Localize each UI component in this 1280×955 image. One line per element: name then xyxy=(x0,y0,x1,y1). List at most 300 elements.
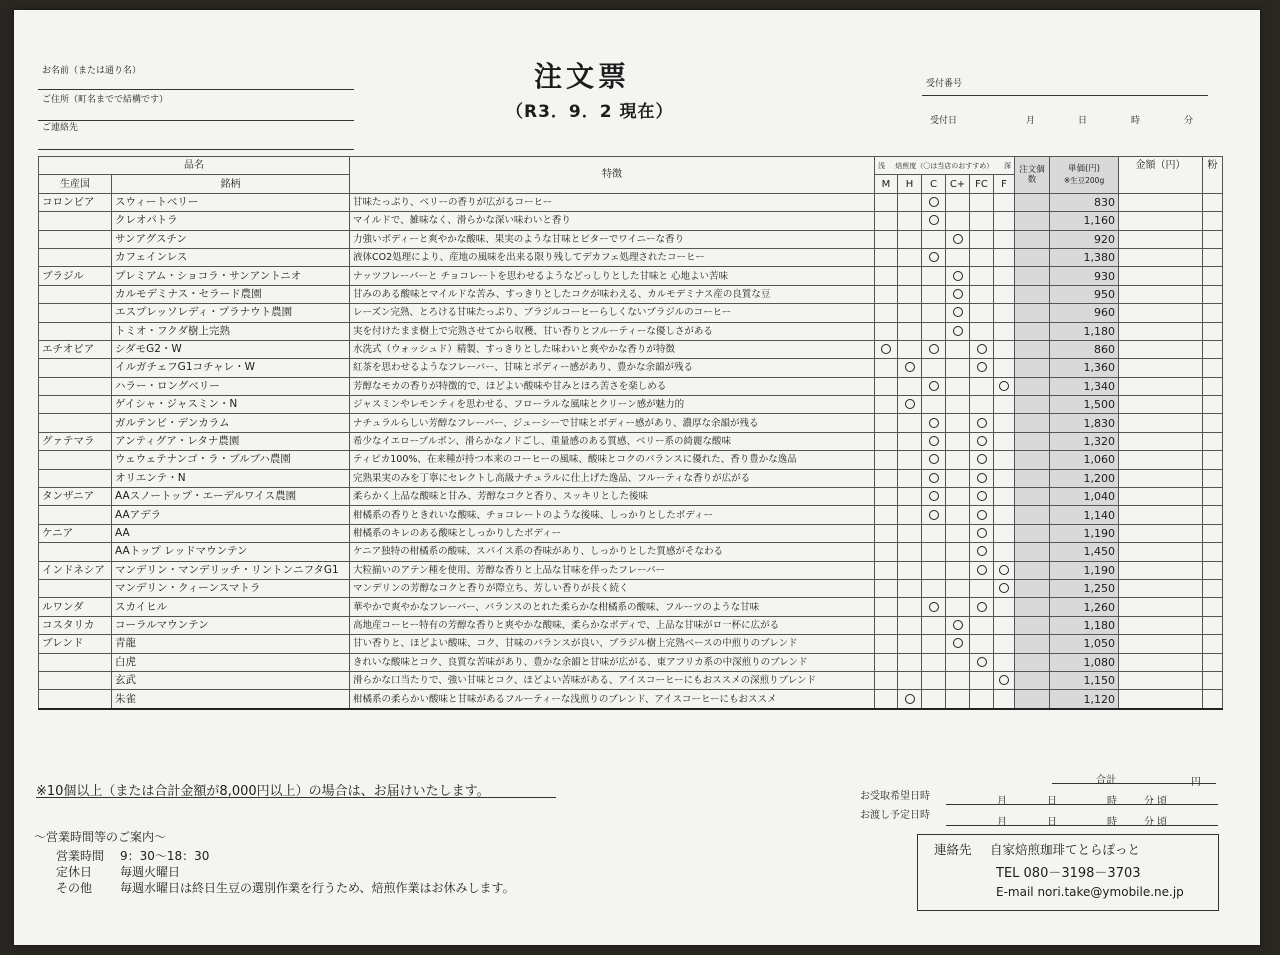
recommended-roast-circle-icon xyxy=(929,344,939,354)
price-cell: 1,320 xyxy=(1050,432,1119,450)
powder-input-cell[interactable] xyxy=(1203,193,1223,211)
amount-input-cell[interactable] xyxy=(1119,671,1203,689)
roast-cell xyxy=(994,506,1015,524)
shop-name: 自家焙煎珈琲てとらぽっと xyxy=(990,842,1141,857)
table-row xyxy=(39,635,1223,653)
quantity-input-cell[interactable] xyxy=(1015,285,1050,303)
powder-input-cell[interactable] xyxy=(1203,543,1223,561)
amount-input-cell[interactable] xyxy=(1119,524,1203,542)
amount-input-cell[interactable] xyxy=(1119,469,1203,487)
country-cell xyxy=(39,690,112,709)
amount-input-cell[interactable] xyxy=(1119,690,1203,709)
feature-cell: 水洗式（ウォッシュド）精製、すっきりとした味わいと爽やかな香りが特徴 xyxy=(350,340,875,358)
price-cell: 1,180 xyxy=(1050,616,1119,634)
roast-cell xyxy=(994,322,1015,340)
col-powder-header: 粉 xyxy=(1203,157,1223,194)
roast-cell xyxy=(922,377,946,395)
quantity-input-cell[interactable] xyxy=(1015,561,1050,579)
roast-cell xyxy=(970,193,994,211)
brand-cell: 青龍 xyxy=(112,635,350,653)
recommended-roast-circle-icon xyxy=(929,381,939,391)
powder-input-cell[interactable] xyxy=(1203,451,1223,469)
roast-level-fc: FC xyxy=(970,175,994,193)
table-row xyxy=(39,193,1223,211)
price-cell: 1,380 xyxy=(1050,248,1119,266)
roast-cell xyxy=(898,377,922,395)
roast-cell xyxy=(946,322,970,340)
powder-input-cell[interactable] xyxy=(1203,616,1223,634)
pickup-hour: 時 xyxy=(1107,796,1117,807)
price-cell: 960 xyxy=(1050,304,1119,322)
powder-input-cell[interactable] xyxy=(1203,635,1223,653)
quantity-input-cell[interactable] xyxy=(1015,524,1050,542)
roast-cell xyxy=(946,359,970,377)
quantity-input-cell[interactable] xyxy=(1015,322,1050,340)
country-cell: ブラジル xyxy=(39,267,112,285)
roast-cell xyxy=(875,524,898,542)
powder-input-cell[interactable] xyxy=(1203,653,1223,671)
powder-input-cell[interactable] xyxy=(1203,506,1223,524)
powder-input-cell[interactable] xyxy=(1203,469,1223,487)
amount-input-cell[interactable] xyxy=(1119,359,1203,377)
brand-cell: AAスノートップ・エーデルワイス農園 xyxy=(112,488,350,506)
roast-cell xyxy=(946,340,970,358)
powder-input-cell[interactable] xyxy=(1203,690,1223,709)
name-line[interactable] xyxy=(38,89,354,90)
feature-cell: ティピカ100%、在来種が持つ本来のコーヒーの風味、酸味とコクのバランスに優れた、香り豊かな逸品 xyxy=(350,451,875,469)
roast-cell xyxy=(970,304,994,322)
roast-cell xyxy=(994,451,1015,469)
roast-cell xyxy=(970,579,994,597)
quantity-input-cell[interactable] xyxy=(1015,432,1050,450)
roast-cell xyxy=(922,616,946,634)
roast-cell xyxy=(970,524,994,542)
roast-cell xyxy=(898,635,922,653)
roast-cell xyxy=(994,671,1015,689)
price-cell: 930 xyxy=(1050,267,1119,285)
roast-cell xyxy=(946,598,970,616)
brand-cell: ゲイシャ・ジャスミン・N xyxy=(112,396,350,414)
recommended-roast-circle-icon xyxy=(929,418,939,428)
recommended-roast-circle-icon xyxy=(929,473,939,483)
shop-tel[interactable]: TEL 080－3198－3703 xyxy=(996,866,1141,881)
price-cell: 1,200 xyxy=(1050,469,1119,487)
price-cell: 1,830 xyxy=(1050,414,1119,432)
quantity-input-cell[interactable] xyxy=(1015,304,1050,322)
roast-level-f: F xyxy=(994,175,1015,193)
amount-input-cell[interactable] xyxy=(1119,212,1203,230)
powder-input-cell[interactable] xyxy=(1203,304,1223,322)
roast-cell xyxy=(898,488,922,506)
roast-cell xyxy=(922,579,946,597)
amount-input-cell[interactable] xyxy=(1119,340,1203,358)
roast-cell xyxy=(898,285,922,303)
feature-cell: 大粒揃いのアテン種を使用、芳醇な香りと上品な甘味を伴ったフレーバー xyxy=(350,561,875,579)
address-line[interactable] xyxy=(38,120,354,121)
quantity-input-cell[interactable] xyxy=(1015,377,1050,395)
price-cell: 1,040 xyxy=(1050,488,1119,506)
table-row xyxy=(39,304,1223,322)
roast-cell xyxy=(875,377,898,395)
receipt-day: 日 xyxy=(1078,116,1088,126)
amount-input-cell[interactable] xyxy=(1119,414,1203,432)
quantity-input-cell[interactable] xyxy=(1015,396,1050,414)
roast-cell xyxy=(994,248,1015,266)
roast-cell xyxy=(922,690,946,709)
table-row xyxy=(39,671,1223,689)
roast-cell xyxy=(946,377,970,395)
roast-cell xyxy=(922,414,946,432)
country-cell xyxy=(39,285,112,303)
table-row xyxy=(39,469,1223,487)
amount-input-cell[interactable] xyxy=(1119,506,1203,524)
roast-cell xyxy=(970,598,994,616)
powder-input-cell[interactable] xyxy=(1203,432,1223,450)
recommended-roast-circle-icon xyxy=(977,565,987,575)
delivery-note-underline xyxy=(36,797,556,798)
quantity-input-cell[interactable] xyxy=(1015,469,1050,487)
table-row xyxy=(39,653,1223,671)
feature-cell: ケニア独特の柑橘系の酸味、スパイス系の香味があり、しっかりとした質感がそなわる xyxy=(350,543,875,561)
country-cell xyxy=(39,506,112,524)
powder-input-cell[interactable] xyxy=(1203,322,1223,340)
price-cell: 1,120 xyxy=(1050,690,1119,709)
col-amount-header: 金額（円） xyxy=(1119,157,1203,194)
powder-input-cell[interactable] xyxy=(1203,671,1223,689)
quantity-input-cell[interactable] xyxy=(1015,506,1050,524)
powder-input-cell[interactable] xyxy=(1203,212,1223,230)
amount-input-cell[interactable] xyxy=(1119,248,1203,266)
roast-cell xyxy=(922,340,946,358)
country-cell xyxy=(39,322,112,340)
roast-cell xyxy=(898,340,922,358)
roast-cell xyxy=(994,193,1015,211)
country-cell xyxy=(39,230,112,248)
closed-value: 毎週火曜日 xyxy=(120,865,181,879)
brand-cell: トミオ・フクダ樹上完熟 xyxy=(112,322,350,340)
handover-label: お渡し予定日時 xyxy=(860,810,930,821)
receipt-number-label: 受付番号 xyxy=(926,79,963,89)
powder-input-cell[interactable] xyxy=(1203,396,1223,414)
roast-cell xyxy=(946,635,970,653)
amount-input-cell[interactable] xyxy=(1119,322,1203,340)
amount-input-cell[interactable] xyxy=(1119,377,1203,395)
roast-cell xyxy=(970,469,994,487)
quantity-input-cell[interactable] xyxy=(1015,690,1050,709)
quantity-input-cell[interactable] xyxy=(1015,543,1050,561)
delivery-note: ※10個以上（または合計金額が8,000円以上）の場合は、お届けいたします。 xyxy=(36,784,490,799)
feature-cell: きれいな酸味とコク、良質な苦味があり、豊かな余韻と甘味が広がる、東アフリカ系の中深煎りのブレンド xyxy=(350,653,875,671)
powder-input-cell[interactable] xyxy=(1203,598,1223,616)
brand-cell: プレミアム・ショコラ・サンアントニオ xyxy=(112,267,350,285)
amount-input-cell[interactable] xyxy=(1119,432,1203,450)
amount-input-cell[interactable] xyxy=(1119,561,1203,579)
contact-box-label: 連絡先 xyxy=(934,842,972,857)
quantity-input-cell[interactable] xyxy=(1015,414,1050,432)
feature-cell: 柑橘系の柔らかい酸味と甘味があるフルーティーな浅煎りのブレンド、アイスコーヒーにもおススメ xyxy=(350,690,875,709)
roast-cell xyxy=(946,451,970,469)
quantity-input-cell[interactable] xyxy=(1015,193,1050,211)
brand-cell: 朱雀 xyxy=(112,690,350,709)
roast-level-m: M xyxy=(875,175,898,193)
roast-cell xyxy=(994,598,1015,616)
roast-cell xyxy=(970,635,994,653)
quantity-input-cell[interactable] xyxy=(1015,451,1050,469)
recommended-roast-circle-icon xyxy=(929,197,939,207)
amount-input-cell[interactable] xyxy=(1119,543,1203,561)
brand-cell: ハラー・ロングベリー xyxy=(112,377,350,395)
roast-cell xyxy=(922,322,946,340)
feature-cell: ナチュラルらしい芳醇なフレーバー、ジューシーで甘味とボディー感があり、濃厚な余韻が残る xyxy=(350,414,875,432)
country-cell: グァテマラ xyxy=(39,432,112,450)
powder-input-cell[interactable] xyxy=(1203,579,1223,597)
table-row xyxy=(39,616,1223,634)
price-cell: 1,360 xyxy=(1050,359,1119,377)
roast-cell xyxy=(946,193,970,211)
brand-cell: カフェインレス xyxy=(112,248,350,266)
amount-input-cell[interactable] xyxy=(1119,616,1203,634)
roast-cell xyxy=(922,598,946,616)
table-row xyxy=(39,285,1223,303)
roast-cell xyxy=(946,506,970,524)
recommended-roast-circle-icon xyxy=(977,344,987,354)
pickup-minute: 分 頃 xyxy=(1144,796,1168,807)
roast-cell xyxy=(898,267,922,285)
roast-cell xyxy=(994,340,1015,358)
powder-input-cell[interactable] xyxy=(1203,340,1223,358)
table-row xyxy=(39,488,1223,506)
roast-cell xyxy=(994,414,1015,432)
country-cell xyxy=(39,212,112,230)
roast-cell xyxy=(875,451,898,469)
contact-line[interactable] xyxy=(38,149,354,150)
receipt-number-line[interactable] xyxy=(922,95,1208,96)
roast-cell xyxy=(994,285,1015,303)
roast-cell xyxy=(946,248,970,266)
handover-hour: 時 xyxy=(1107,817,1117,828)
powder-input-cell[interactable] xyxy=(1203,285,1223,303)
roast-level-c-plus: C+ xyxy=(946,175,970,193)
roast-cell xyxy=(970,322,994,340)
col-country-header: 生産国 xyxy=(39,175,112,193)
feature-cell: 実を付けたまま樹上で完熟させてから収穫、甘い香りとフルーティーな優しさがある xyxy=(350,322,875,340)
brand-cell: スウィートベリー xyxy=(112,193,350,211)
roast-cell xyxy=(994,616,1015,634)
brand-cell: イルガチェフG1コチャレ・W xyxy=(112,359,350,377)
powder-input-cell[interactable] xyxy=(1203,414,1223,432)
brand-cell: オリエンテ・N xyxy=(112,469,350,487)
recommended-roast-circle-icon xyxy=(953,271,963,281)
roast-cell xyxy=(875,506,898,524)
contact-label: ご連絡先 xyxy=(42,123,79,133)
amount-input-cell[interactable] xyxy=(1119,267,1203,285)
recommended-roast-circle-icon xyxy=(977,418,987,428)
recommended-roast-circle-icon xyxy=(977,657,987,667)
feature-cell: マイルドで、雑味なく、滑らかな深い味わいと香り xyxy=(350,212,875,230)
col-feature-header: 特徴 xyxy=(350,157,875,194)
quantity-input-cell[interactable] xyxy=(1015,653,1050,671)
quantity-input-cell[interactable] xyxy=(1015,579,1050,597)
feature-cell: 芳醇なモカの香りが特徴的で、ほどよい酸味や甘みとほろ苦さを楽しめる xyxy=(350,377,875,395)
roast-cell xyxy=(898,248,922,266)
country-cell xyxy=(39,248,112,266)
amount-input-cell[interactable] xyxy=(1119,304,1203,322)
roast-cell xyxy=(946,432,970,450)
table-row xyxy=(39,579,1223,597)
recommended-roast-circle-icon xyxy=(929,252,939,262)
recommended-roast-circle-icon xyxy=(999,565,1009,575)
roast-dark-label: 深 xyxy=(1004,161,1012,170)
pickup-line[interactable] xyxy=(946,804,1218,805)
brand-cell: AAアデラ xyxy=(112,506,350,524)
roast-cell xyxy=(898,432,922,450)
recommended-roast-circle-icon xyxy=(977,528,987,538)
total-line[interactable] xyxy=(1052,783,1216,784)
roast-cell xyxy=(922,506,946,524)
powder-input-cell[interactable] xyxy=(1203,248,1223,266)
roast-cell xyxy=(970,543,994,561)
brand-cell: AA xyxy=(112,524,350,542)
roast-cell xyxy=(946,653,970,671)
recommended-roast-circle-icon xyxy=(929,436,939,446)
roast-cell xyxy=(994,543,1015,561)
powder-input-cell[interactable] xyxy=(1203,377,1223,395)
quantity-input-cell[interactable] xyxy=(1015,488,1050,506)
roast-cell xyxy=(898,396,922,414)
roast-cell xyxy=(970,267,994,285)
price-cell: 1,080 xyxy=(1050,653,1119,671)
handover-line[interactable] xyxy=(946,825,1218,826)
roast-cell xyxy=(970,396,994,414)
roast-cell xyxy=(970,414,994,432)
roast-cell xyxy=(922,671,946,689)
powder-input-cell[interactable] xyxy=(1203,359,1223,377)
roast-level-c: C xyxy=(922,175,946,193)
roast-cell xyxy=(946,469,970,487)
table-row xyxy=(39,598,1223,616)
roast-cell xyxy=(898,304,922,322)
price-cell: 1,060 xyxy=(1050,451,1119,469)
table-row xyxy=(39,396,1223,414)
price-cell: 1,150 xyxy=(1050,671,1119,689)
roast-cell xyxy=(875,267,898,285)
roast-cell xyxy=(994,690,1015,709)
roast-cell xyxy=(994,304,1015,322)
roast-cell xyxy=(994,635,1015,653)
roast-cell xyxy=(898,414,922,432)
quantity-input-cell[interactable] xyxy=(1015,598,1050,616)
quantity-input-cell[interactable] xyxy=(1015,267,1050,285)
recommended-roast-circle-icon xyxy=(977,491,987,501)
roast-cell xyxy=(946,524,970,542)
roast-cell xyxy=(970,616,994,634)
quantity-input-cell[interactable] xyxy=(1015,359,1050,377)
quantity-input-cell[interactable] xyxy=(1015,340,1050,358)
quantity-input-cell[interactable] xyxy=(1015,671,1050,689)
col-price-header xyxy=(1050,157,1119,194)
amount-input-cell[interactable] xyxy=(1119,285,1203,303)
pickup-month: 月 xyxy=(997,796,1007,807)
brand-cell: 玄武 xyxy=(112,671,350,689)
receipt-hour: 時 xyxy=(1131,116,1141,126)
roast-cell xyxy=(970,212,994,230)
recommended-roast-circle-icon xyxy=(929,510,939,520)
amount-input-cell[interactable] xyxy=(1119,193,1203,211)
receipt-minute: 分 xyxy=(1184,116,1194,126)
amount-input-cell[interactable] xyxy=(1119,579,1203,597)
amount-input-cell[interactable] xyxy=(1119,451,1203,469)
roast-cell xyxy=(898,212,922,230)
quantity-input-cell[interactable] xyxy=(1015,248,1050,266)
powder-input-cell[interactable] xyxy=(1203,561,1223,579)
table-row xyxy=(39,506,1223,524)
quantity-input-cell[interactable] xyxy=(1015,616,1050,634)
roast-cell xyxy=(946,561,970,579)
brand-cell: マンデリン・クィーンスマトラ xyxy=(112,579,350,597)
brand-cell: カルモデミナス・セラード農園 xyxy=(112,285,350,303)
powder-input-cell[interactable] xyxy=(1203,524,1223,542)
amount-input-cell[interactable] xyxy=(1119,396,1203,414)
roast-cell xyxy=(994,524,1015,542)
roast-cell xyxy=(898,469,922,487)
amount-input-cell[interactable] xyxy=(1119,653,1203,671)
recommended-roast-circle-icon xyxy=(999,675,1009,685)
table-row xyxy=(39,359,1223,377)
shop-email[interactable]: E-mail nori.take@ymobile.ne.jp xyxy=(996,885,1184,899)
feature-cell: 柑橘系の香りときれいな酸味、チョコレートのような後味、しっかりとしたボディー xyxy=(350,506,875,524)
roast-cell xyxy=(875,322,898,340)
roast-cell xyxy=(875,230,898,248)
recommended-roast-circle-icon xyxy=(977,436,987,446)
total-yen: 円 xyxy=(1191,777,1201,788)
handover-minute: 分 頃 xyxy=(1144,817,1168,828)
quantity-input-cell[interactable] xyxy=(1015,230,1050,248)
roast-cell xyxy=(875,690,898,709)
roast-cell xyxy=(946,304,970,322)
powder-input-cell[interactable] xyxy=(1203,267,1223,285)
amount-input-cell[interactable] xyxy=(1119,230,1203,248)
order-table xyxy=(38,156,1223,710)
roast-cell xyxy=(922,193,946,211)
roast-cell xyxy=(970,230,994,248)
powder-input-cell[interactable] xyxy=(1203,488,1223,506)
roast-cell xyxy=(898,322,922,340)
country-cell xyxy=(39,451,112,469)
roast-cell xyxy=(946,579,970,597)
quantity-input-cell[interactable] xyxy=(1015,635,1050,653)
roast-cell xyxy=(898,543,922,561)
brand-cell: ウェウェテナンゴ・ラ・ブルブハ農園 xyxy=(112,451,350,469)
table-row xyxy=(39,524,1223,542)
amount-input-cell[interactable] xyxy=(1119,598,1203,616)
roast-cell xyxy=(922,248,946,266)
amount-input-cell[interactable] xyxy=(1119,488,1203,506)
powder-input-cell[interactable] xyxy=(1203,230,1223,248)
page-subtitle: （R3．9．2 現在） xyxy=(506,102,674,122)
roast-cell xyxy=(922,488,946,506)
recommended-roast-circle-icon xyxy=(977,454,987,464)
brand-cell: AAトップ レッドマウンテン xyxy=(112,543,350,561)
roast-cell xyxy=(970,561,994,579)
quantity-input-cell[interactable] xyxy=(1015,212,1050,230)
recommended-roast-circle-icon xyxy=(953,620,963,630)
amount-input-cell[interactable] xyxy=(1119,635,1203,653)
pickup-label: お受取希望日時 xyxy=(860,791,930,802)
roast-cell xyxy=(875,579,898,597)
roast-cell xyxy=(922,359,946,377)
price-cell: 1,500 xyxy=(1050,396,1119,414)
roast-cell xyxy=(922,267,946,285)
